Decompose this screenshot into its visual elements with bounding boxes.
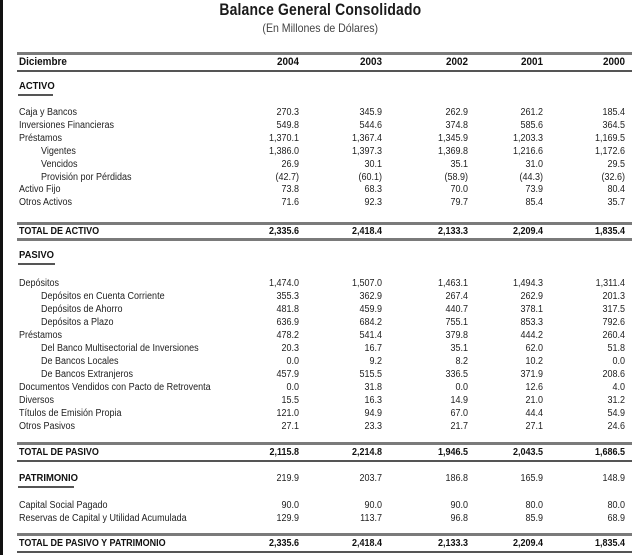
cell-value: 27.1 — [281, 421, 299, 432]
cell-value: 73.8 — [281, 184, 299, 196]
table-row — [0, 145, 640, 158]
table-row — [0, 499, 640, 512]
cell-value: 1,835.4 — [594, 226, 625, 237]
row-label: Otros Pasivos — [19, 421, 76, 432]
cell-value: 2,335.6 — [268, 226, 299, 237]
total-activo-bottom-rule — [17, 238, 632, 241]
document-title: Balance General Consolidado — [219, 0, 422, 19]
patrimonio-row — [0, 472, 640, 485]
row-label: TOTAL DE ACTIVO — [19, 226, 100, 237]
cell-value: 2,214.8 — [351, 447, 382, 458]
cell-value: 35.1 — [450, 158, 468, 170]
cell-value: 1,386.0 — [268, 145, 299, 157]
cell-value: 68.3 — [364, 184, 382, 196]
cell-value: 16.7 — [364, 343, 382, 354]
cell-value: 67.0 — [450, 408, 468, 419]
cell-value: (60.1) — [358, 171, 382, 183]
cell-value: 457.9 — [276, 369, 299, 380]
cell-value: 262.9 — [520, 291, 543, 302]
section-heading-patrimonio: PATRIMONIO — [19, 472, 78, 484]
cell-value: 1,507.0 — [351, 278, 382, 289]
cell-value: 853.3 — [520, 317, 543, 328]
cell-value: 0.0 — [286, 356, 299, 367]
cell-value: 1,216.6 — [512, 145, 543, 157]
cell-value: 129.9 — [276, 513, 299, 524]
table-row — [0, 158, 640, 171]
table-row — [0, 342, 640, 355]
cell-value: 9.2 — [369, 356, 382, 367]
year-header: 2003 — [359, 56, 382, 68]
cell-value: 73.9 — [525, 184, 543, 196]
cell-value: 44.4 — [525, 408, 543, 419]
cell-value: 79.7 — [450, 197, 468, 209]
cell-value: 121.0 — [276, 408, 299, 419]
cell-value: 636.9 — [276, 317, 299, 328]
cell-value: 80.0 — [525, 500, 543, 511]
cell-value: 2,335.6 — [268, 538, 299, 549]
row-label: Reservas de Capital y Utilidad Acumulada — [19, 513, 187, 524]
total-pasivo-row — [0, 446, 640, 459]
cell-value: 2,418.4 — [351, 538, 382, 549]
table-row — [0, 303, 640, 316]
cell-value: 21.7 — [450, 421, 468, 432]
table-row — [0, 394, 640, 407]
cell-value: 85.9 — [525, 513, 543, 524]
cell-value: 31.8 — [364, 382, 382, 393]
cell-value: 379.8 — [445, 330, 468, 341]
cell-value: 219.9 — [276, 473, 299, 484]
cell-value: 371.9 — [520, 369, 543, 380]
cell-value: 165.9 — [520, 473, 543, 484]
cell-value: 24.6 — [607, 421, 625, 432]
cell-value: 336.5 — [445, 369, 468, 380]
table-row — [0, 183, 640, 196]
cell-value: 71.6 — [281, 197, 299, 209]
table-row — [0, 420, 640, 433]
table-row — [0, 381, 640, 394]
cell-value: 92.3 — [364, 197, 382, 209]
cell-value: 35.7 — [607, 197, 625, 209]
row-label: Vigentes — [41, 145, 76, 157]
cell-value: 10.2 — [525, 356, 543, 367]
table-row — [0, 407, 640, 420]
table-row — [0, 106, 640, 119]
table-row — [0, 368, 640, 381]
year-header: 2001 — [520, 56, 543, 68]
cell-value: 1,474.0 — [268, 278, 299, 289]
cell-value: 90.0 — [364, 500, 382, 511]
cell-value: 201.3 — [602, 291, 625, 302]
cell-value: 684.2 — [359, 317, 382, 328]
cell-value: 96.8 — [450, 513, 468, 524]
cell-value: 85.4 — [525, 197, 543, 209]
cell-value: 1,311.4 — [595, 278, 625, 289]
cell-value: 14.9 — [450, 395, 468, 406]
cell-value: 541.4 — [359, 330, 382, 341]
row-label: Capital Social Pagado — [19, 500, 108, 511]
table-row — [0, 512, 640, 525]
cell-value: 30.1 — [364, 158, 382, 170]
cell-value: 62.0 — [525, 343, 543, 354]
cell-value: 1,370.1 — [268, 132, 299, 144]
cell-value: 1,946.5 — [437, 447, 468, 458]
section-heading-pasivo: PASIVO — [19, 249, 55, 261]
cell-value: 80.4 — [607, 184, 625, 196]
cell-value: 29.5 — [607, 158, 625, 170]
document-subtitle: (En Millones de Dólares) — [262, 21, 379, 35]
total-activo-row — [0, 225, 640, 238]
row-label: De Bancos Extranjeros — [41, 369, 134, 380]
cell-value: 515.5 — [359, 369, 382, 380]
cell-value: 90.0 — [281, 500, 299, 511]
cell-value: 262.9 — [445, 107, 468, 118]
cell-value: 345.9 — [359, 107, 382, 118]
table-row — [0, 329, 640, 342]
cell-value: 0.0 — [286, 382, 299, 393]
cell-value: (32.6) — [601, 171, 625, 183]
cell-value: 2,209.4 — [512, 538, 543, 549]
grand-total-bottom-rule — [17, 551, 632, 553]
cell-value: 15.5 — [281, 395, 299, 406]
cell-value: 1,203.3 — [512, 132, 543, 144]
cell-value: 113.7 — [360, 513, 382, 524]
cell-value: (58.9) — [444, 171, 468, 183]
row-label: Títulos de Emisión Propia — [19, 408, 122, 419]
cell-value: 2,043.5 — [512, 447, 543, 458]
cell-value: 2,418.4 — [351, 226, 382, 237]
row-label: Depósitos — [19, 278, 60, 289]
cell-value: 1,494.3 — [512, 278, 543, 289]
cell-value: 208.6 — [602, 369, 625, 380]
cell-value: (42.7) — [275, 171, 299, 183]
cell-value: 23.3 — [364, 421, 382, 432]
cell-value: 362.9 — [359, 291, 382, 302]
row-label: TOTAL DE PASIVO — [19, 447, 99, 458]
table-row — [0, 119, 640, 132]
cell-value: 4.0 — [612, 382, 625, 393]
cell-value: 317.5 — [602, 304, 625, 315]
row-label: Diversos — [19, 395, 55, 406]
header-label: Diciembre — [19, 56, 67, 68]
cell-value: 68.9 — [607, 513, 625, 524]
row-label: Depósitos en Cuenta Corriente — [41, 291, 165, 302]
cell-value: 792.6 — [602, 317, 625, 328]
cell-value: 203.7 — [359, 473, 382, 484]
cell-value: 90.0 — [450, 500, 468, 511]
cell-value: 0.0 — [455, 382, 468, 393]
cell-value: (44.3) — [519, 171, 543, 183]
cell-value: 94.9 — [364, 408, 382, 419]
table-row — [0, 355, 640, 368]
cell-value: 481.8 — [276, 304, 299, 315]
table-row — [0, 277, 640, 290]
row-label: De Bancos Locales — [41, 356, 119, 367]
row-label: Caja y Bancos — [19, 107, 78, 118]
grand-total-top-rule — [17, 533, 632, 536]
cell-value: 1,397.3 — [351, 145, 382, 157]
cell-value: 270.3 — [276, 107, 299, 118]
year-header: 2004 — [276, 56, 299, 68]
cell-value: 27.1 — [525, 421, 543, 432]
header-bottom-rule — [17, 70, 632, 72]
cell-value: 544.6 — [359, 119, 382, 131]
section-underline — [18, 94, 53, 96]
cell-value: 355.3 — [276, 291, 299, 302]
cell-value: 478.2 — [276, 330, 299, 341]
cell-value: 0.0 — [612, 356, 625, 367]
cell-value: 20.3 — [281, 343, 299, 354]
total-pasivo-bottom-rule — [17, 460, 632, 462]
cell-value: 444.2 — [520, 330, 543, 341]
row-label: Préstamos — [19, 330, 63, 341]
row-label: Depósitos de Ahorro — [41, 304, 123, 315]
cell-value: 364.5 — [602, 119, 625, 131]
table-row — [0, 316, 640, 329]
table-row — [0, 132, 640, 145]
cell-value: 1,686.5 — [594, 447, 625, 458]
cell-value: 16.3 — [364, 395, 382, 406]
cell-value: 267.4 — [445, 291, 468, 302]
total-pasivo-top-rule — [17, 442, 632, 445]
cell-value: 31.0 — [525, 158, 543, 170]
section-heading-activo: ACTIVO — [19, 80, 55, 92]
cell-value: 260.4 — [602, 330, 625, 341]
cell-value: 261.2 — [520, 107, 543, 118]
table-row — [0, 171, 640, 184]
cell-value: 148.9 — [602, 473, 625, 484]
cell-value: 8.2 — [455, 356, 468, 367]
cell-value: 440.7 — [445, 304, 468, 315]
row-label: Vencidos — [41, 158, 78, 170]
row-label: Provisión por Pérdidas — [41, 171, 132, 183]
row-label: TOTAL DE PASIVO Y PATRIMONIO — [19, 538, 166, 549]
year-header: 2002 — [445, 56, 468, 68]
cell-value: 31.2 — [607, 395, 625, 406]
cell-value: 2,133.3 — [437, 538, 468, 549]
cell-value: 2,115.8 — [269, 447, 299, 458]
cell-value: 54.9 — [607, 408, 625, 419]
cell-value: 185.4 — [602, 107, 625, 118]
cell-value: 2,209.4 — [512, 226, 543, 237]
row-label: Activo Fijo — [19, 184, 61, 196]
cell-value: 755.1 — [445, 317, 468, 328]
cell-value: 1,367.4 — [351, 132, 382, 144]
table-header-row — [0, 56, 640, 69]
year-header: 2000 — [602, 56, 625, 68]
cell-value: 1,835.4 — [594, 538, 625, 549]
cell-value: 1,172.6 — [594, 145, 625, 157]
row-label: Inversiones Financieras — [19, 119, 115, 131]
cell-value: 378.1 — [520, 304, 543, 315]
cell-value: 26.9 — [281, 158, 299, 170]
total-pasivo-patrimonio-row — [0, 537, 640, 550]
section-underline — [18, 486, 74, 488]
section-underline — [18, 263, 55, 265]
cell-value: 2,133.3 — [437, 226, 468, 237]
cell-value: 35.1 — [450, 343, 468, 354]
cell-value: 51.8 — [607, 343, 625, 354]
cell-value: 585.6 — [520, 119, 543, 131]
cell-value: 1,463.1 — [437, 278, 468, 289]
row-label: Depósitos a Plazo — [41, 317, 114, 328]
table-row — [0, 196, 640, 209]
cell-value: 1,345.9 — [437, 132, 468, 144]
cell-value: 186.8 — [445, 473, 468, 484]
row-label: Del Banco Multisectorial de Inversiones — [41, 343, 199, 354]
row-label: Préstamos — [19, 132, 63, 144]
cell-value: 1,169.5 — [594, 132, 625, 144]
cell-value: 1,369.8 — [437, 145, 468, 157]
cell-value: 80.0 — [607, 500, 625, 511]
cell-value: 70.0 — [450, 184, 468, 196]
cell-value: 12.6 — [525, 382, 543, 393]
cell-value: 21.0 — [525, 395, 543, 406]
cell-value: 549.8 — [276, 119, 299, 131]
table-row — [0, 290, 640, 303]
row-label: Documentos Vendidos con Pacto de Retroventa — [19, 382, 211, 393]
cell-value: 374.8 — [445, 119, 468, 131]
row-label: Otros Activos — [19, 197, 73, 209]
cell-value: 459.9 — [359, 304, 382, 315]
header-top-rule — [17, 52, 632, 55]
